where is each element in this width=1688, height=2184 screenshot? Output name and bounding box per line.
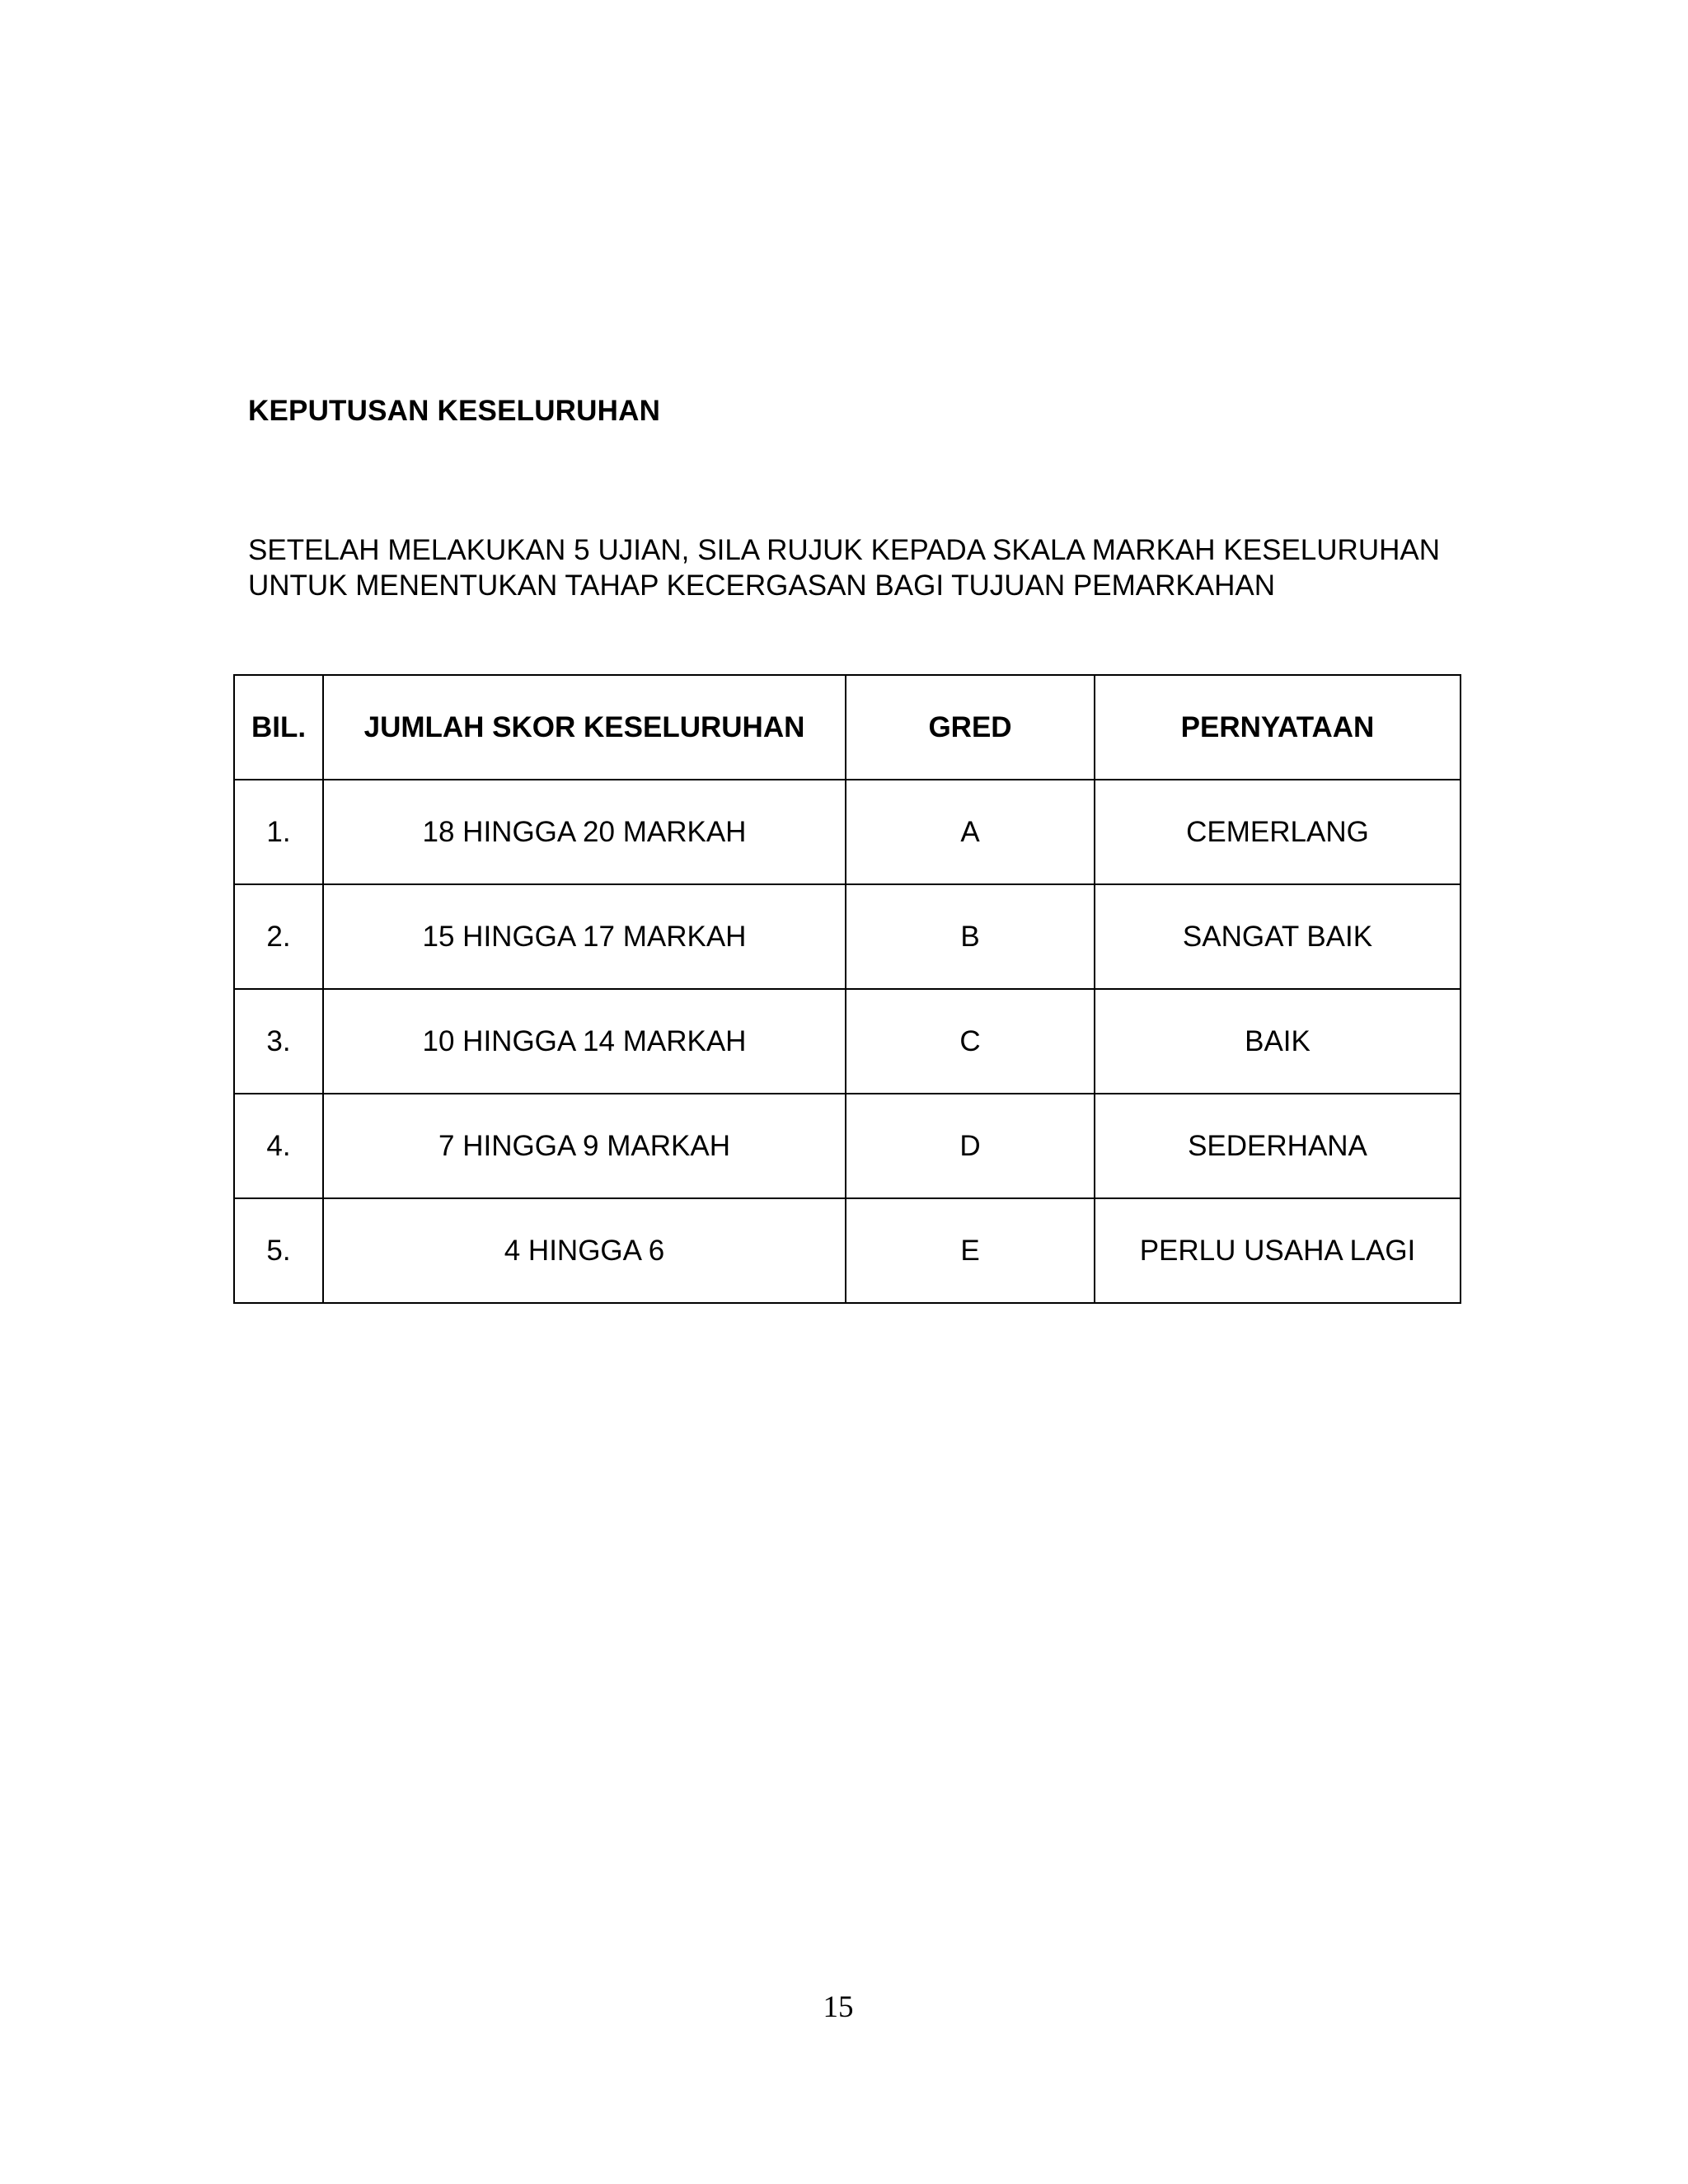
cell-bil: 1. (234, 780, 323, 884)
cell-jumlah-skor: 10 HINGGA 14 MARKAH (323, 989, 846, 1094)
cell-bil: 2. (234, 884, 323, 989)
cell-jumlah-skor: 18 HINGGA 20 MARKAH (323, 780, 846, 884)
cell-bil: 3. (234, 989, 323, 1094)
cell-gred: B (846, 884, 1095, 989)
table-row (234, 1198, 1461, 1303)
grading-scale-table (233, 674, 1461, 1304)
cell-bil: 5. (234, 1198, 323, 1303)
cell-pernyataan: CEMERLANG (1095, 780, 1461, 884)
header-gred: GRED (846, 675, 1095, 780)
cell-jumlah-skor: 15 HINGGA 17 MARKAH (323, 884, 846, 989)
cell-pernyataan: PERLU USAHA LAGI (1095, 1198, 1461, 1303)
cell-pernyataan: SANGAT BAIK (1095, 884, 1461, 989)
cell-pernyataan: SEDERHANA (1095, 1094, 1461, 1198)
header-jumlah-skor: JUMLAH SKOR KESELURUHAN (323, 675, 846, 780)
table-header-row (234, 675, 1461, 780)
page-title: KEPUTUSAN KESELURUHAN (248, 395, 661, 427)
header-pernyataan: PERNYATAAN (1095, 675, 1461, 780)
cell-jumlah-skor: 7 HINGGA 9 MARKAH (323, 1094, 846, 1198)
cell-gred: D (846, 1094, 1095, 1198)
header-bil: BIL. (234, 675, 323, 780)
cell-bil: 4. (234, 1094, 323, 1198)
table-row (234, 989, 1461, 1094)
page-number: 15 (823, 1990, 854, 2024)
cell-gred: E (846, 1198, 1095, 1303)
cell-pernyataan: BAIK (1095, 989, 1461, 1094)
table-row (234, 884, 1461, 989)
table-row (234, 780, 1461, 884)
cell-gred: A (846, 780, 1095, 884)
cell-jumlah-skor: 4 HINGGA 6 (323, 1198, 846, 1303)
instruction-paragraph: SETELAH MELAKUKAN 5 UJIAN, SILA RUJUK KEPADA SKALA MARKAH KESELURUHAN UNTUK MENENTUKAN TAHAP KECERGASAN BAGI TUJUAN PEMARKAHAN (248, 534, 1440, 602)
cell-gred: C (846, 989, 1095, 1094)
table-row (234, 1094, 1461, 1198)
